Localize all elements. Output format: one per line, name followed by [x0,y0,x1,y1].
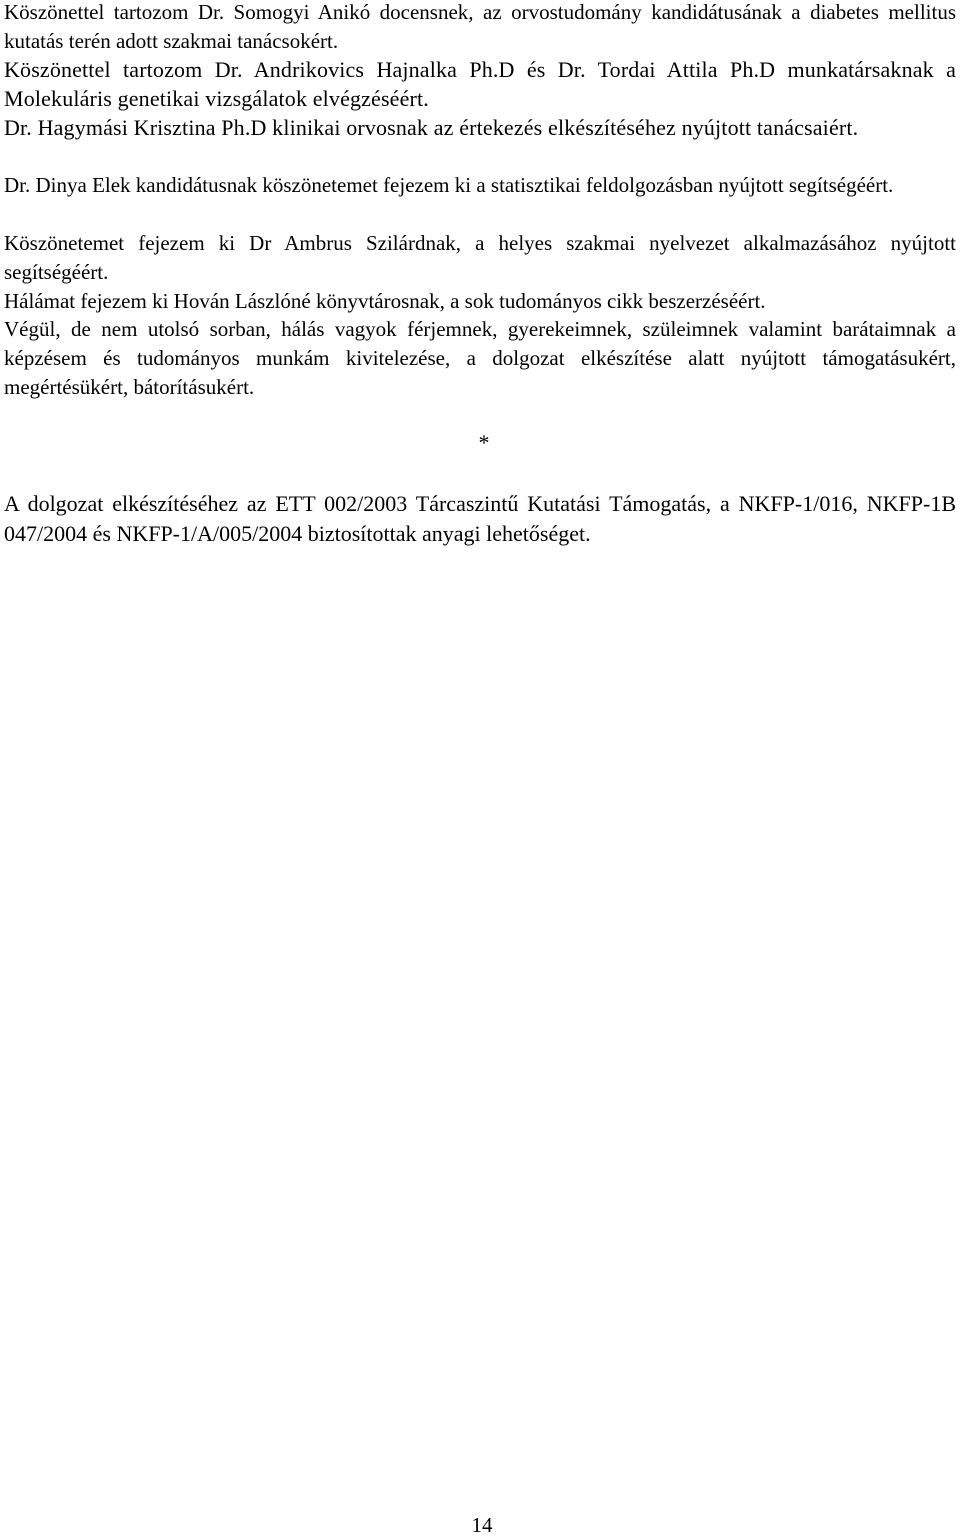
acknowledgement-paragraph: Köszönettel tartozom Dr. Somogyi Anikó docensnek, az orvostudomány kandidátusának a diabetes mellitus kutatás terén adott szakmai tanácsokért. [4,0,956,53]
acknowledgement-paragraph: Dr. Dinya Elek kandidátusnak köszönetemet fejezem ki a statisztikai feldolgozásban nyújtott segítségéért. [4,173,894,197]
acknowledgement-paragraph: Hálámat fejezem ki Hován Lászlóné könyvtárosnak, a sok tudományos cikk beszerzéséért. [4,289,766,313]
acknowledgement-paragraph: Köszönetemet fejezem ki Dr Ambrus Szilárdnak, a helyes szakmai nyelvezet alkalmazásához nyújtott segítségéért. [4,231,956,284]
acknowledgement-paragraph: Köszönettel tartozom Dr. Andrikovics Hajnalka Ph.D és Dr. Tordai Attila Ph.D munkatársaknak a Molekuláris genetikai vizsgálatok elvégzéséért. [4,57,956,111]
acknowledgement-paragraph: Dr. Hagymási Krisztina Ph.D klinikai orvosnak az értekezés elkészítéséhez nyújtott tanácsaiért. [4,115,859,140]
page-number: 14 [471,1513,493,1537]
section-separator: * [478,430,490,455]
acknowledgement-paragraph: Végül, de nem utolsó sorban, hálás vagyok férjemnek, gyerekeimnek, szüleimnek valamint barátaimnak a képzésem és tudományos munkám kivitelezése, a dolgozat elkészítése alatt nyújtott támogatásukért, megértésükért, bátorításukért. [4,317,956,399]
funding-statement: A dolgozat elkészítéséhez az ETT 002/2003 Tárcaszintű Kutatási Támogatás, a NKFP-1/016, NKFP-1B 047/2004 és NKFP-1/A/005/2004 biztosítottak anyagi lehetőséget. [4,491,956,546]
document-page [4,0,956,1537]
